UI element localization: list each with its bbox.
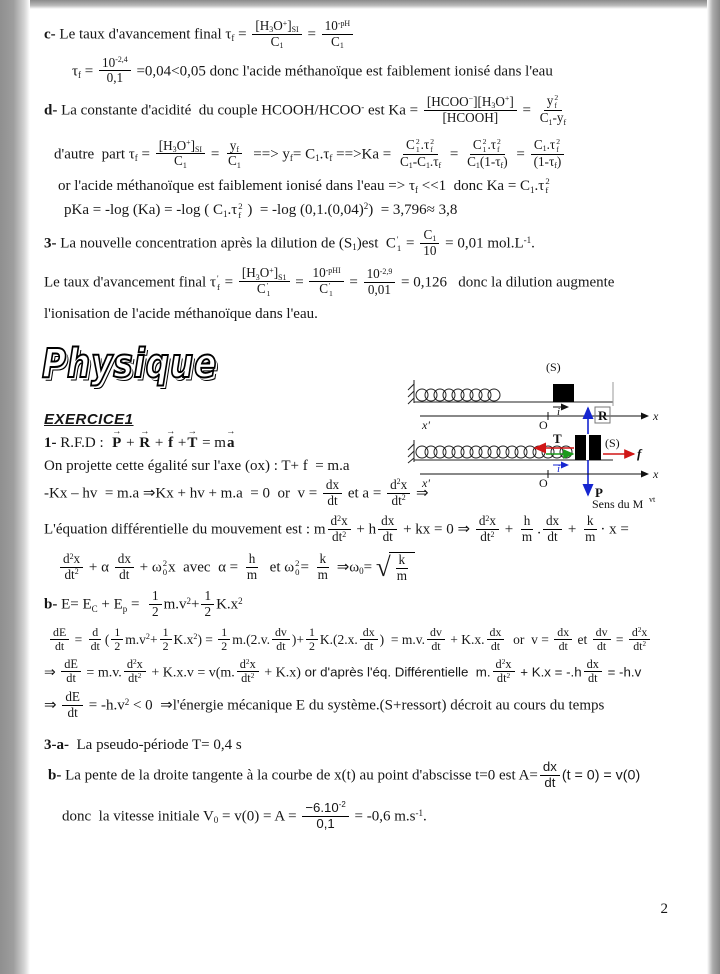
text-line: L'équation différentielle du mouvement est : m $\frac{d^2x}{dt^2}$ + h $\frac{dx}{dt}$ + kx = 0 ⇒ $\frac{d^2x}{dt^2}$ + $\frac{h}{m}$ . $\frac{dx}{dt}$ + $\frac{k}{m}$ · x = bbox=[44, 513, 629, 545]
physics-diagrams bbox=[398, 356, 720, 524]
text-line: pKa = -log (Ka) = -log ( $C_1.\tau$ 2 f ) = -log $(0,1.(0,04)^2) = 3,796\approx 3,8$ bbox=[64, 200, 458, 220]
diagram-spring-block-2 bbox=[408, 407, 659, 511]
wall-hatch-2 bbox=[408, 440, 414, 463]
text-line: ⇒ $\frac{dE}{dt}$ = m.v. $\frac{d^2x}{dt^2}$ + K.x.v = v(m. $\frac{d^2x}{dt^2}$ + K.x) or d'après l'éq. Différentielle m. $\frac{d^2x}{dt^2}$ + K.x = -.h $\frac{dx}{dt}$ = -h.v bbox=[44, 656, 642, 686]
x-prime-label-2: x' bbox=[422, 476, 430, 490]
text-line: $\frac{dE}{dt}$ = $\frac{d}{dt}$ ( $\frac{1}{2}$ $m.v^2+$ $\frac{1}{2}$ $K.x^2$) = $\frac{1}{2}$ m.(2.v. $\frac{dv}{dt}$ )+ $\frac{1}{2}$ K.(2.x. $\frac{dx}{dt}$ ) = m.v. $\frac{dv}{dt}$ + K.x. $\frac{dx}{dt}$ or v = $\frac{dx}{dt}$ et $\frac{dv}{dt}$ = $\frac{d^2x}{dt^2}$ bbox=[48, 627, 692, 655]
physique-title: Physique bbox=[42, 340, 218, 387]
normal-force-label: R bbox=[598, 408, 608, 423]
tension-force-label: T bbox=[553, 431, 562, 446]
weight-force-label: P bbox=[595, 485, 603, 500]
scan-edge-left bbox=[0, 0, 30, 974]
text-line: $\tau_f$ = $\frac{10^{-2,4}}{0,1}$ =0,04<0,05 donc l'acide méthanoïque est faiblement ionisé dans l'eau bbox=[72, 54, 553, 86]
i-label-2: i bbox=[557, 463, 561, 475]
spring-coil-1 bbox=[416, 389, 500, 401]
text-line: b- La pente de la droite tangente à la courbe de x(t) au point d'abscisse t=0 est A= $\frac{dx}{dt}$ (t = 0) = v(0) bbox=[48, 759, 641, 790]
text-line: ⇒ $\frac{dE}{dt}$ = $-h.v^2 < 0$ ⇒l'énergie mécanique E du système.(S+ressort) décroit au cours du temps bbox=[44, 689, 605, 720]
direction-of-motion-sup: vt bbox=[649, 495, 656, 504]
x-label-1: x bbox=[653, 409, 659, 423]
origin-label-1: O bbox=[539, 418, 548, 432]
page-number: 2 bbox=[660, 901, 668, 917]
text-line: 3- La nouvelle concentration après la dilution de $(S_1)est$ C ' 1 = $\frac{C_1}{10}$ = 0,01 $mol.L^{-1}$. bbox=[44, 226, 535, 258]
diagram-spring-block-1 bbox=[408, 360, 659, 432]
text-line: or l'acide méthanoïque est faiblement ionisé dans $l'eau => \tau_f <<1$ donc $Ka = C_1.\tau$ 2 f bbox=[58, 176, 550, 196]
i-label-1: i bbox=[557, 406, 561, 418]
text-line: $\frac{d^2x}{dt^2}$ + α $\frac{dx}{dt}$ + ω 2 0 x avec α = $\frac{h}{m}$ et ω 2 0 = $\frac{k}{m}$ $\Rightarrow\omega_0=$ √ $\frac{k}{m}$ bbox=[58, 552, 692, 585]
text-line: c- Le taux d'avancement final $\tau_f$ = $\frac{[H_3O^+]_{SI}}{C_1}$ = $\frac{10^{-pH}}{C_1}$ bbox=[44, 20, 692, 51]
text-line: d'autre part $\tau_f$ = $\frac{[H_3O^+]_{SI}}{C_1}$ = $\frac{y_f}{C_1}$ ==> $y_f= C_1.\tau_f ==>Ka$ = C 2 1 .τ 2 f $C_1-C_1.\tau_f$ = C 2 1 .τ 2 f $C_1(1-\tau_f)$ = $C_1.\tau$ 2 f $(1-\tau_f)$ bbox=[54, 139, 692, 171]
origin-label-2: O bbox=[539, 476, 548, 490]
x-label-2: x bbox=[653, 467, 659, 481]
block-2-label: (S) bbox=[605, 436, 620, 450]
block-1 bbox=[553, 384, 574, 402]
text-line: -Kx – hv = m.a ⇒Kx + hv + m.a = 0 or v = $\frac{dx}{dt}$ et a = $\frac{d^2x}{dt^2}$ ⇒ bbox=[44, 476, 429, 508]
scan-edge-top bbox=[0, 0, 720, 9]
text-line: 3-a- La pseudo-période T= 0,4 s bbox=[44, 736, 242, 753]
text-line: 1- R.F.D : → P + → R + → f + → T = m → a bbox=[44, 426, 236, 451]
text-line: donc la vitesse initiale $V_0 = v(0) = A$ = $\frac{-6.10^{-2}}{0,1}$ = -0,6 $m.s^{-1}$. bbox=[62, 799, 427, 831]
x-prime-label-1: x' bbox=[422, 418, 430, 432]
block-2-highlight bbox=[586, 435, 589, 460]
text-line: d- La constante d'acidité du couple HCOOH/HCOO- est Ka = $\frac{[HCOO^-][H_3O^+]}{\text{[HCOOH]}}$ = y 2 f $C_1-y_f$ bbox=[44, 93, 567, 127]
friction-force-label: f bbox=[637, 446, 642, 461]
wall-hatch-1 bbox=[408, 380, 414, 404]
direction-of-motion-label: Sens du M bbox=[592, 497, 644, 511]
exercice1-heading: EXERCICE1 bbox=[44, 410, 134, 428]
text-line: b- $E= E_C + E_p$ = $\frac{1}{2}$ $m.v^2+$ $\frac{1}{2}$ $K.x^2$ bbox=[44, 588, 243, 620]
text-line: l'ionisation de l'acide méthanoïque dans l'eau. bbox=[44, 306, 318, 323]
block-1-label: (S) bbox=[546, 360, 561, 374]
text-line: On projette cette égalité sur l'axe (ox) : T+ f = m.a bbox=[44, 458, 350, 475]
chemistry-section bbox=[44, 20, 692, 325]
text-line: Le taux d'avancement final τ ' f = $[H_3O^+]_{S1}$ C ' 1 = $10^{-pHI}$ C ' 1 = $\frac{10^{-2,9}}{0,01}$ = 0,126 donc la dilution augmente bbox=[44, 265, 615, 299]
